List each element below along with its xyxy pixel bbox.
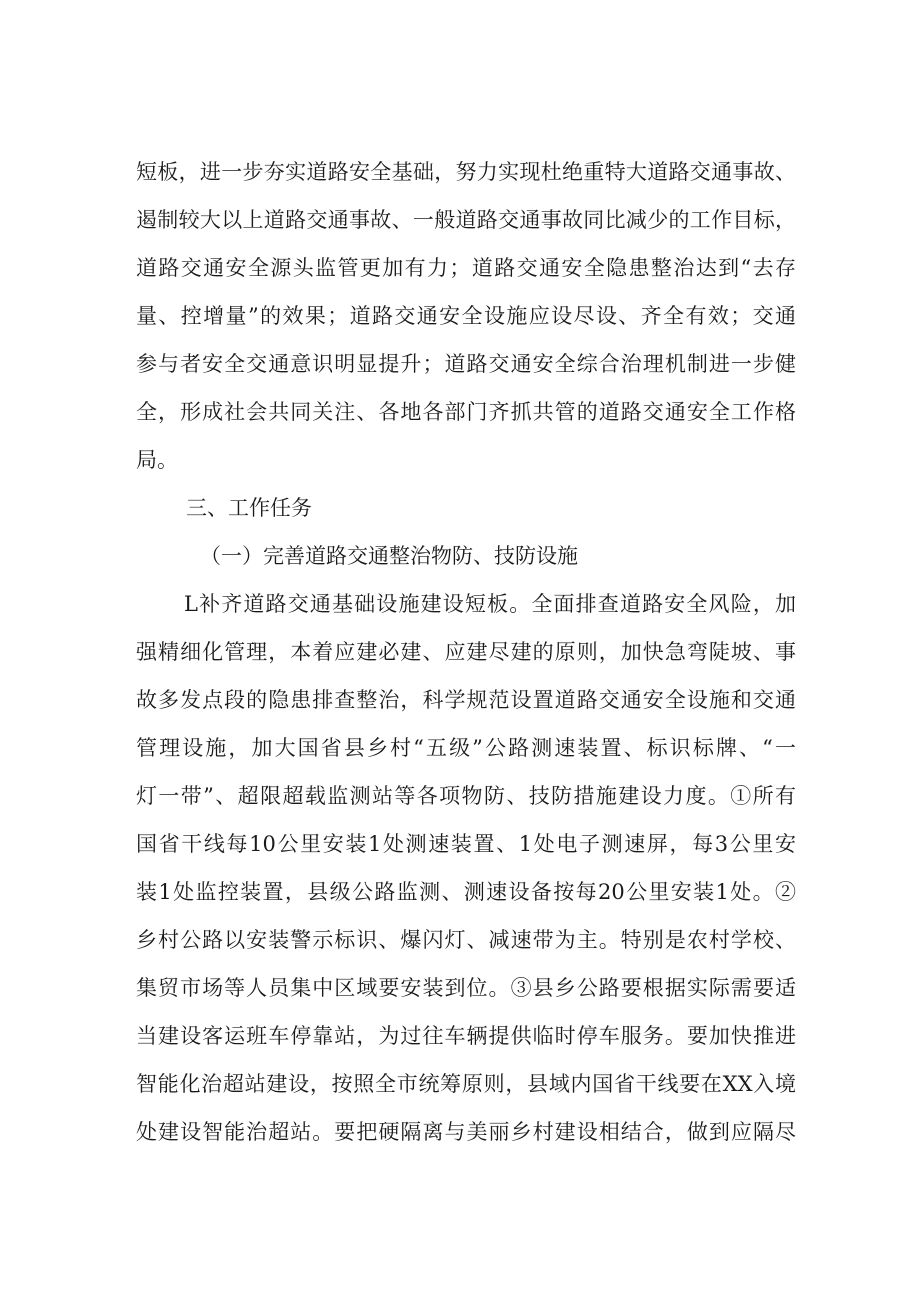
body-text-line: 全，形成社会共同关注、各地各部门齐抓共管的道路交通安全工作格 — [136, 400, 796, 424]
paragraph-first-line: L补齐道路交通基础设施建设短板。全面排查道路安全风险，加 — [184, 592, 796, 616]
body-text-line: 处建设智能治超站。要把硬隔离与美丽乡村建设相结合，做到应隔尽 — [136, 1120, 796, 1144]
body-text-line: 故多发点段的隐患排查整治，科学规范设置道路交通安全设施和交通 — [136, 688, 796, 712]
body-text-line: 局。 — [136, 448, 178, 472]
body-text-line: 遏制较大以上道路交通事故、一般道路交通事故同比减少的工作目标， — [136, 208, 796, 232]
body-text-line: 短板，进一步夯实道路安全基础，努力实现杜绝重特大道路交通事故、 — [136, 160, 796, 184]
subsection-heading: （一）完善道路交通整治物防、技防设施 — [200, 544, 578, 568]
body-text-line: 当建设客运班车停靠站，为过往车辆提供临时停车服务。要加快推进 — [136, 1024, 796, 1048]
body-text-line: 强精细化管理，本着应建必建、应建尽建的原则，加快急弯陡坡、事 — [136, 640, 796, 664]
body-text-line: 参与者安全交通意识明显提升；道路交通安全综合治理机制进一步健 — [136, 352, 796, 376]
section-heading: 三、工作任务 — [186, 496, 312, 520]
body-text-line: 国省干线每10公里安装1处测速装置、1处电子测速屏，每3公里安 — [136, 832, 796, 856]
body-text-line: 管理设施，加大国省县乡村“五级”公路测速装置、标识标牌、“一 — [136, 736, 796, 760]
body-text-line: 乡村公路以安装警示标识、爆闪灯、减速带为主。特别是农村学校、 — [136, 928, 796, 952]
body-text-line: 智能化治超站建设，按照全市统筹原则，县域内国省干线要在XX入境 — [136, 1072, 796, 1096]
body-text-line: 道路交通安全源头监管更加有力；道路交通安全隐患整治达到“去存 — [136, 256, 796, 280]
body-text-line: 灯一带”、超限超载监测站等各项物防、技防措施建设力度。①所有 — [136, 784, 796, 808]
body-text-line: 集贸市场等人员集中区域要安装到位。③县乡公路要根据实际需要适 — [136, 976, 796, 1000]
body-text-line: 量、控增量”的效果；道路交通安全设施应设尽设、齐全有效；交通 — [136, 304, 796, 328]
body-text-line: 装1处监控装置，县级公路监测、测速设备按每20公里安装1处。② — [136, 880, 796, 904]
